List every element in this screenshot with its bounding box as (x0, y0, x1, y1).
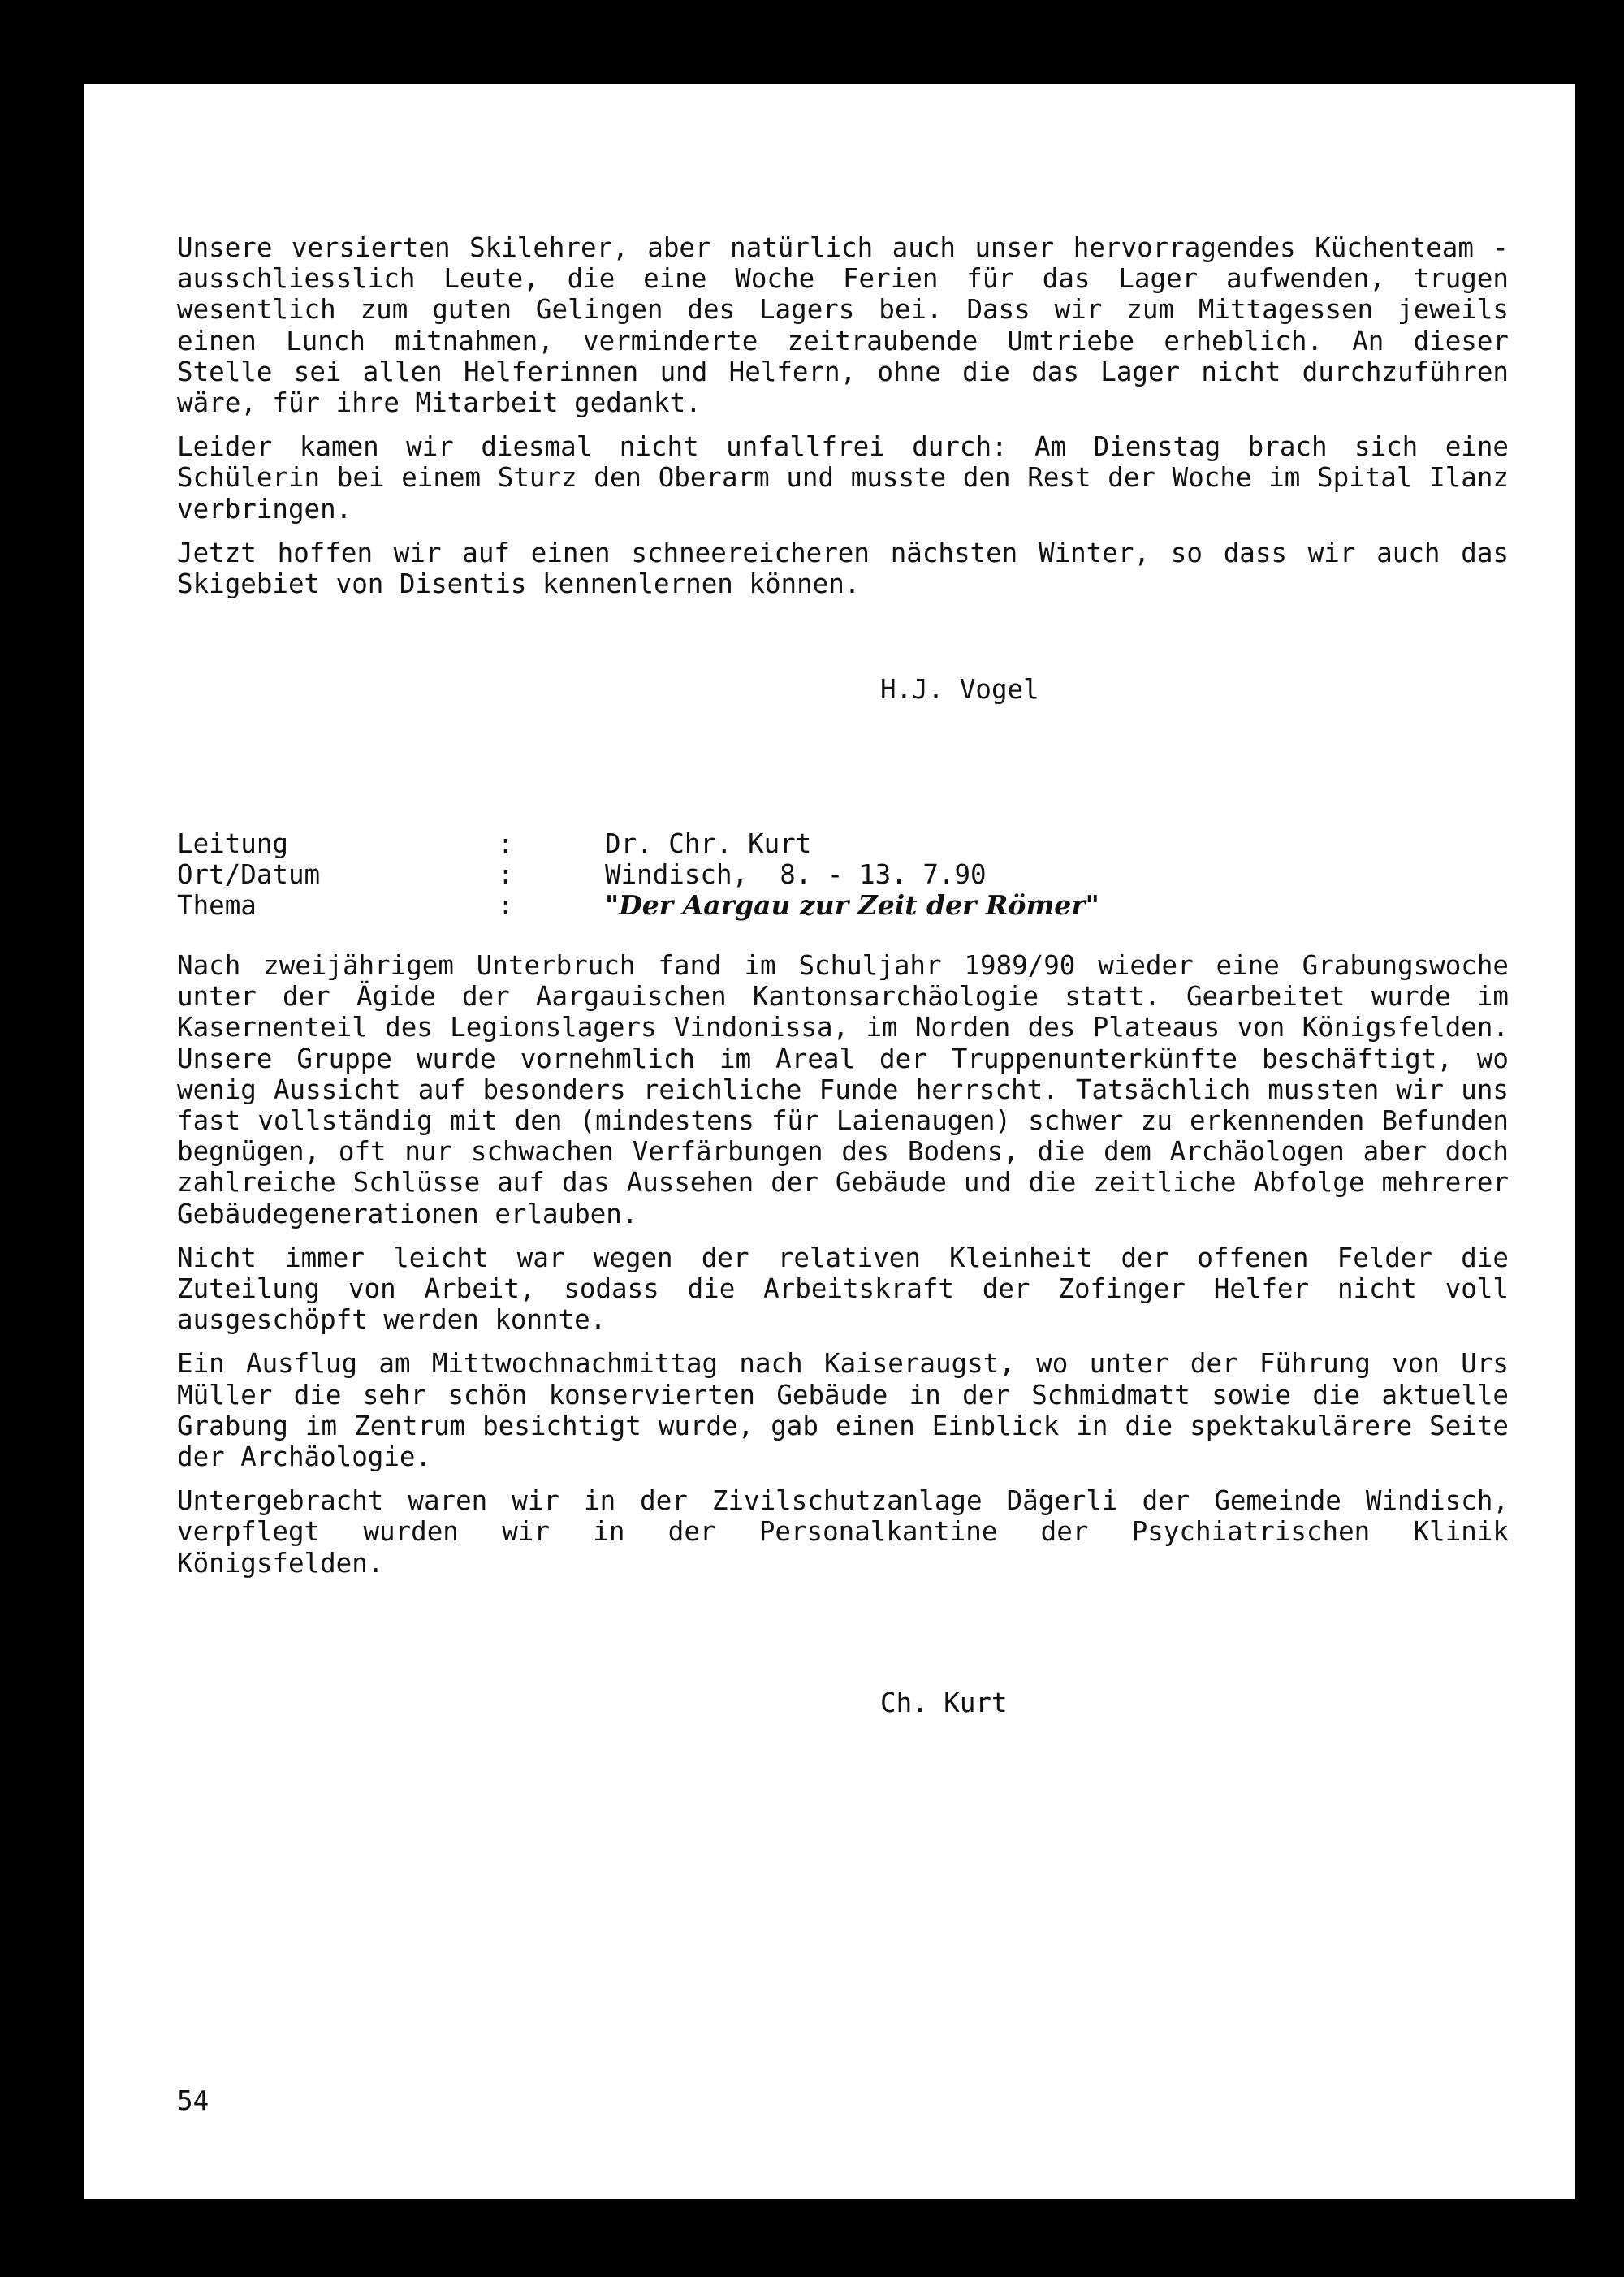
info-label: Leitung (177, 828, 288, 859)
info-row-ort-datum (177, 859, 1314, 890)
info-label: Ort/Datum (177, 859, 321, 891)
info-separator: : (498, 859, 514, 891)
author-signature: Ch. Kurt (880, 1687, 1008, 1718)
info-row-leitung (177, 828, 1314, 859)
info-separator: : (498, 828, 514, 859)
paragraph: Nicht immer leicht war wegen der relativen Kleinheit der offenen Felder die Zuteilung von Arbeit, sodass die Arbeitskraft der Zofinger Helfer nicht voll ausgeschöpft werden konnte. (177, 1242, 1509, 1336)
info-value-title: "Der Aargau zur Zeit der Römer" (605, 889, 1099, 922)
info-separator: : (498, 890, 514, 922)
page-number: 54 (177, 2085, 209, 2116)
paragraph: Nach zweijährigem Unterbruch fand im Schuljahr 1989/90 wieder eine Grabungswoche unter der Ägide der Aargauischen Kantonsarchäologie statt. Gearbeitet wurde im Kasernenteil des Legionslagers Vindonissa, im Norden des Plateaus von Königsfelden. Unsere Gruppe wurde vornehmlich im Areal der Truppenunterkünfte beschäftigt, wo wenig Aussicht auf besonders reichliche Funde herrscht. Tatsächlich mussten wir uns fast vollständig mit den (mindestens für Laienaugen) schwer zu erkennenden Befunden begnügen, oft nur schwachen Verfärbungen des Bodens, die dem Archäologen aber doch zahlreiche Schlüsse auf das Aussehen der Gebäude und die zeitliche Abfolge mehrerer Gebäudegenerationen erlauben. (177, 950, 1509, 1229)
author-signature: H.J. Vogel (880, 674, 1039, 705)
excavation-info-table (177, 828, 1314, 922)
ski-camp-report (177, 232, 1509, 599)
paragraph: Leider kamen wir diesmal nicht unfallfrei durch: Am Dienstag brach sich eine Schülerin bei einem Sturz den Oberarm und musste den Rest der Woche im Spital Ilanz verbringen. (177, 431, 1509, 525)
info-value: Dr. Chr. Kurt (605, 828, 812, 859)
paragraph: Jetzt hoffen wir auf einen schneereicheren nächsten Winter, so dass wir auch das Skigebiet von Disentis kennenlernen können. (177, 537, 1509, 600)
info-label: Thema (177, 890, 257, 922)
info-value: Windisch, 8. - 13. 7.90 (605, 859, 987, 891)
info-row-thema (177, 890, 1314, 921)
excavation-report (177, 950, 1509, 1579)
paragraph: Unsere versierten Skilehrer, aber natürlich auch unser hervorragendes Küchenteam - ausschliesslich Leute, die eine Woche Ferien für das Lager aufwenden, trugen wesentlich zum guten Gelingen des Lagers bei. Dass wir zum Mittagessen jeweils einen Lunch mitnahmen, verminderte zeitraubende Umtriebe erheblich. An dieser Stelle sei allen Helferinnen und Helfern, ohne die das Lager nicht durchzuführen wäre, für ihre Mitarbeit gedankt. (177, 232, 1509, 419)
document-page (84, 84, 1575, 2199)
paragraph: Ein Ausflug am Mittwochnachmittag nach Kaiseraugst, wo unter der Führung von Urs Müller die sehr schön konservierten Gebäude in der Schmidmatt sowie die aktuelle Grabung im Zentrum besichtigt wurde, gab einen Einblick in die spektakulärere Seite der Archäologie. (177, 1348, 1509, 1473)
paragraph: Untergebracht waren wir in der Zivilschutzanlage Dägerli der Gemeinde Windisch, verpflegt wurden wir in der Personalkantine der Psychiatrischen Klinik Königsfelden. (177, 1485, 1509, 1579)
